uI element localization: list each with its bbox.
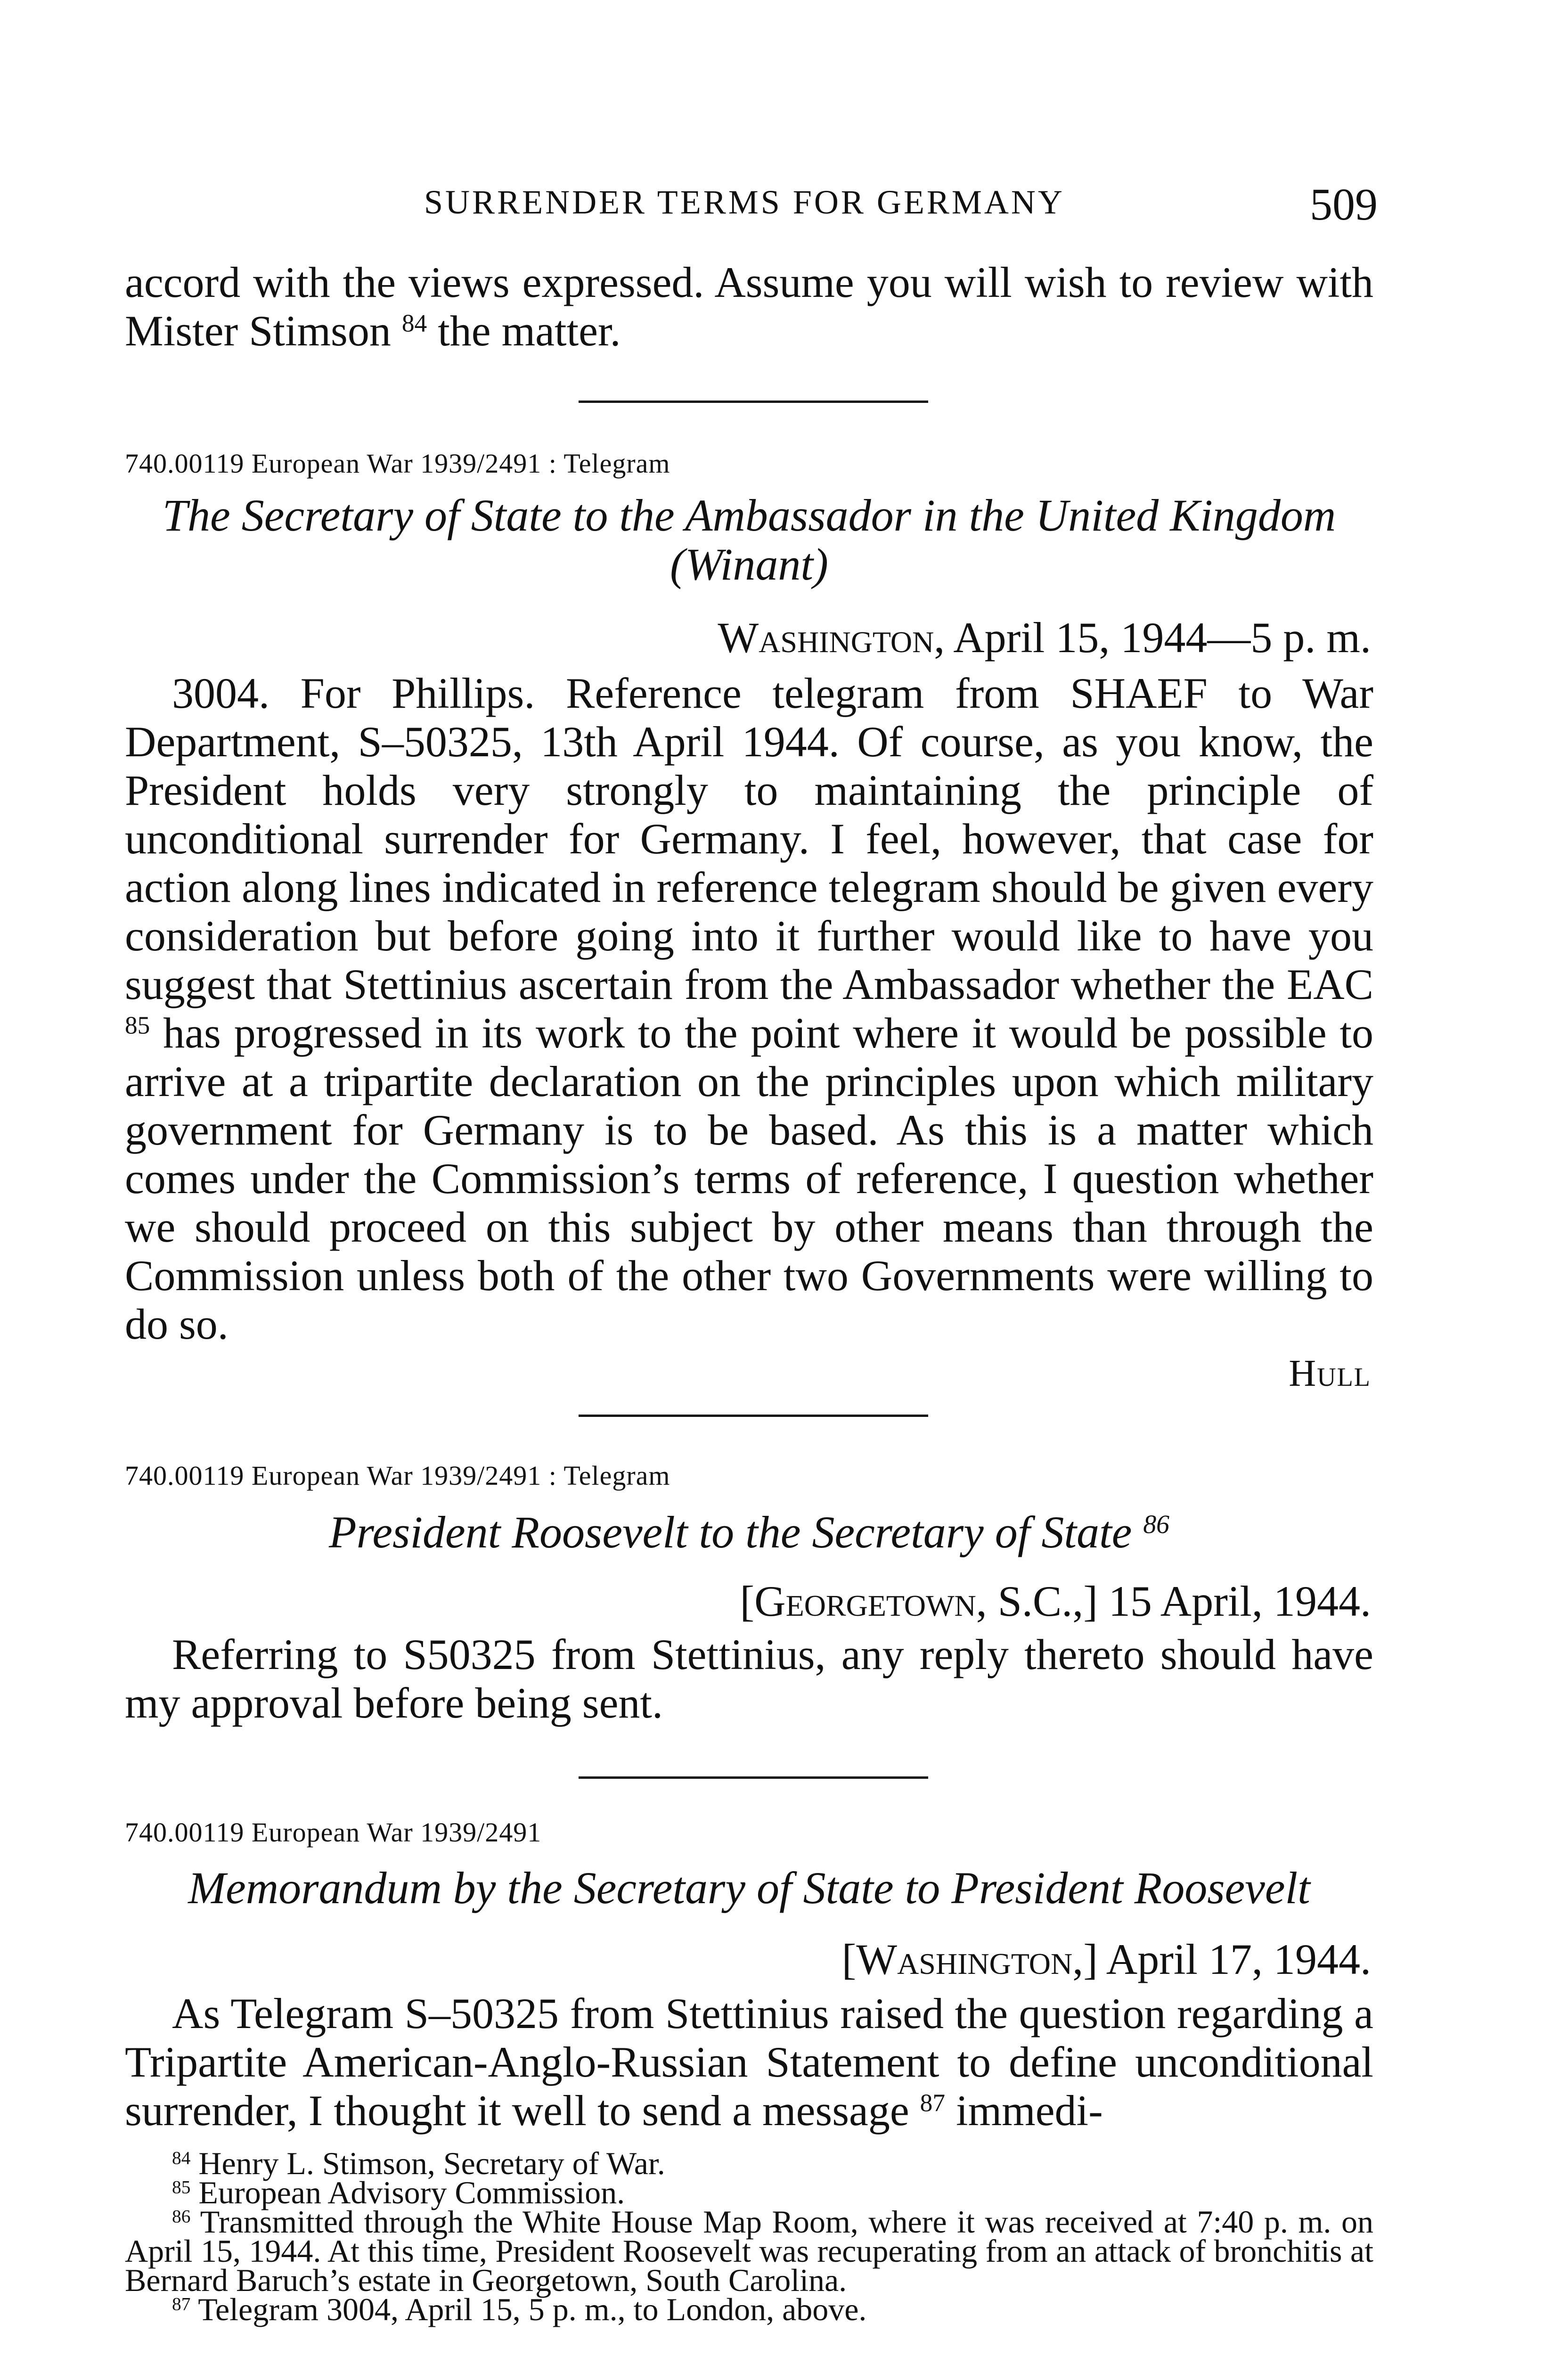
memorandum-text: As Telegram S–50325 from Stettinius raised the question regarding a Tripartite American-Anglo-Russian Statement to define unconditional surrender, I thought it well to send a message xyxy=(125,1989,1373,2135)
dateline xyxy=(518,1934,1371,1984)
dateline-date: ] April 17, 1944. xyxy=(1083,1935,1371,1983)
footnote-text: European Advisory Commission. xyxy=(190,2175,625,2210)
telegram-body xyxy=(125,669,1373,1349)
dateline-place: Georgetown, xyxy=(754,1577,987,1625)
signature: Hull xyxy=(1289,1353,1371,1394)
footnote-text: Telegram 3004, April 15, 5 p. m., to London, above. xyxy=(190,2291,867,2327)
dateline-bracket: [ xyxy=(841,1935,857,1983)
file-reference: 740.00119 European War 1939/2491 : Telegram xyxy=(125,448,670,479)
file-reference: 740.00119 European War 1939/2491 : Telegram xyxy=(125,1460,670,1491)
memorandum-text-end: immedi- xyxy=(945,2086,1103,2135)
document-heading: Memorandum by the Secretary of State to President Roosevelt xyxy=(188,1863,1310,1913)
page-number: 509 xyxy=(1310,179,1378,229)
footnote-ref-86: 86 xyxy=(1143,1510,1170,1539)
continuation-paragraph xyxy=(125,258,1373,355)
section-divider xyxy=(579,1776,928,1779)
file-reference: 740.00119 European War 1939/2491 xyxy=(125,1817,542,1848)
footnote xyxy=(125,2145,1373,2181)
section-divider xyxy=(579,401,928,403)
footnote-number: 87 xyxy=(172,2293,191,2315)
continuation-text-end: the matter. xyxy=(427,307,621,355)
footnote xyxy=(125,2175,1373,2210)
footnote-number: 86 xyxy=(172,2206,191,2227)
heading-line: The Secretary of State to the Ambassador in the United Kingdom xyxy=(162,490,1336,540)
dateline-place: Washington, xyxy=(856,1935,1084,1983)
dateline-place: Washington, xyxy=(718,614,945,662)
footnote-ref-87: 87 xyxy=(920,2088,946,2117)
dateline-date: April 15, 1944—5 p. m. xyxy=(945,614,1371,662)
telegram-body xyxy=(125,1630,1373,1727)
telegram-text-continued: has progressed in its work to the point where it would be possible to arrive at a tripartite declaration on the principles upon which military government for Germany is to be based. As this is a matter which comes under the Commission’s terms of reference, I question whether we should proceed on this subject by other means than through the Commission unless both of the other two Governments were willing to do so. xyxy=(125,1009,1373,1348)
telegram-text: 3004. For Phillips. Reference telegram from SHAEF to War Department, S–50325, 13th April 1944. Of course, as you know, the President holds very strongly to maintaining the principle of unconditional surrender for Germany. I feel, however, that case for action along lines indicated in reference telegram should be given every consideration but before going into it further would like to have you suggest that Stettinius ascertain from the Ambassador whether the EAC xyxy=(125,669,1373,1008)
dateline-bracket: [ xyxy=(740,1577,755,1625)
telegram-text: Referring to S50325 from Stettinius, any reply thereto should have my approval before being sent. xyxy=(125,1630,1373,1727)
footnote-ref-84: 84 xyxy=(401,309,427,337)
footnote-number: 85 xyxy=(172,2176,191,2198)
running-head: SURRENDER TERMS FOR GERMANY xyxy=(424,183,1065,221)
document-heading xyxy=(113,491,1385,589)
memorandum-body xyxy=(125,1989,1373,2135)
footnote-ref-85: 85 xyxy=(125,1011,150,1039)
footnote xyxy=(125,2291,1373,2327)
continuation-text: accord with the views expressed. Assume you will wish to review with Mister Stimson xyxy=(125,258,1373,355)
heading-line: (Winant) xyxy=(670,539,828,589)
dateline-date: S.C.,] 15 April, 1944. xyxy=(987,1577,1371,1625)
section-divider xyxy=(579,1415,928,1417)
dateline xyxy=(518,1576,1371,1626)
heading-text: President Roosevelt to the Secretary of State xyxy=(328,1507,1132,1557)
footnote-number: 84 xyxy=(172,2147,191,2168)
document-heading xyxy=(113,1508,1385,1557)
footnote xyxy=(125,2204,1373,2298)
dateline xyxy=(518,613,1371,663)
footnotes xyxy=(125,2145,1373,2327)
footnote-text: Transmitted through the White House Map Room, where it was received at 7:40 p. m. on April 15, 1944. At this time, President Roosevelt was recuperating from an attack of bronchitis at Bernard Baruch’s estate in Georgetown, South Carolina. xyxy=(125,2204,1373,2298)
footnote-text: Henry L. Stimson, Secretary of War. xyxy=(190,2145,665,2181)
